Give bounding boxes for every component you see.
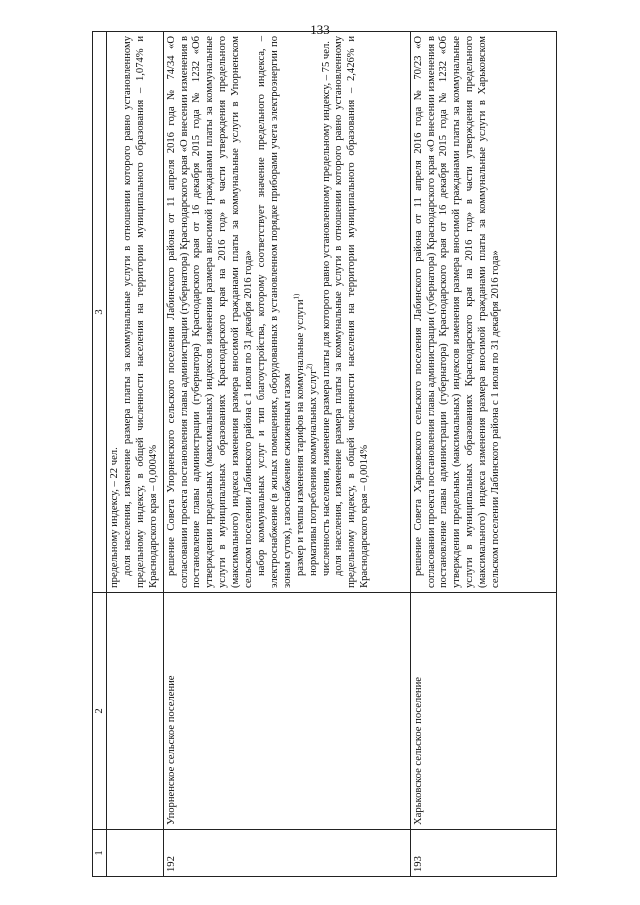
- paragraph-text: набор коммунальных услуг и тип благоустройства, которому соответствует значение предельного индекса, – электроснабжение (в жилых помещениях, оборудованных в установленном порядке приборами учета электроэнергии по зонам суток), газоснабжение сжиженным газом: [255, 36, 293, 588]
- footnote-marker: 2): [305, 363, 314, 370]
- header-col-3: 3: [93, 32, 107, 593]
- header-col-1: 1: [93, 830, 107, 877]
- row-name-cell: [107, 593, 164, 830]
- paragraph-text: размер и темпы изменения тарифов на коммунальные услуги: [294, 299, 306, 576]
- table-row-193: [410, 32, 556, 877]
- description-paragraph: [305, 36, 321, 588]
- description-paragraph: [256, 36, 295, 588]
- table-row-continuation: [107, 32, 164, 877]
- row-name-cell: Харьковское сельское поселение: [410, 593, 556, 830]
- row-number-cell: 193: [410, 830, 556, 877]
- description-paragraph: [166, 36, 256, 588]
- description-paragraph: [122, 36, 161, 588]
- row-description-cell: [410, 32, 556, 593]
- municipal-index-table: [92, 31, 557, 877]
- paragraph-text: решение Совета Харьковского сельского поселения Лабинского района от 11 апреля 2016 года № 70/23 «О согласовании проекта постановления главы администрации (губернатора) Краснодарского края «О внесении изменения в постановление главы администрации (губернатора) Краснодарского края от 16 декабря 2015 года № 1232 «Об утверждении предельных (максимальных) индексов изменения размера вносимой гражданами платы за коммунальные услуги в муниципальных образованиях Краснодарского края на 2016 год» в части утверждения предельного (максимального) индекса изменения размера вносимой гражданами платы за коммунальные услуги в Харьковском сельском поселении Лабинского района с 1 июля по 31 декабря 2016 года»: [412, 36, 502, 588]
- page-number: 133: [310, 22, 330, 37]
- row-description-cell: [163, 32, 410, 593]
- paragraph-text: доля населения, изменение размера платы за коммунальные услуги в отношении которого равно установленному предельному индексу, в общей численности населения на территории муниципального образования – 1,074% и Краснодарского края – 0,0004%: [121, 36, 159, 588]
- table-header-row: [93, 32, 107, 877]
- paragraph-text: численность населения, изменение размера платы для которого равно установленному предельному индексу, – 75 чел.: [320, 41, 332, 576]
- description-paragraph: [333, 36, 372, 588]
- description-paragraph: [109, 36, 122, 588]
- row-number-cell: 192: [163, 830, 410, 877]
- row-name-cell: Упорненское сельское поселение: [163, 593, 410, 830]
- table-row-192: [163, 32, 410, 877]
- description-paragraph: [292, 36, 308, 588]
- paragraph-text: нормативы потребления коммунальных услуг: [307, 369, 319, 576]
- row-number-cell: [107, 830, 164, 877]
- row-description-cell: [107, 32, 164, 593]
- rotated-table-page: [92, 32, 557, 877]
- description-paragraph: [413, 36, 503, 588]
- paragraph-text: решение Совета Упорненского сельского поселения Лабинского района от 11 апреля 2016 года № 74/34 «О согласовании проекта постановления главы администрации (губернатора) Краснодарского края «О внесении изменения в постановление главы администрации (губернатора) Краснодарского края от 16 декабря 2015 года № 1232 «Об утверждении предельных (максимальных) индексов изменения размера вносимой гражданами платы за коммунальные услуги в муниципальных образованиях Краснодарского края на 2016 год» в части утверждения предельного (максимального) индекса изменения размера вносимой гражданами платы за коммунальные услуги в Упорненском сельском поселении Лабинского района с 1 июля по 31 декабря 2016 года»: [165, 36, 255, 588]
- header-col-2: 2: [93, 593, 107, 830]
- paragraph-text: доля населения, изменение размера платы за коммунальные услуги в отношении которого равно установленному предельному индексу, в общей численности населения на территории муниципального образования – 2,426% и Краснодарского края – 0,0014%: [333, 36, 371, 588]
- description-paragraph: [321, 36, 334, 588]
- footnote-marker: 1): [292, 293, 301, 300]
- paragraph-text: предельному индексу, – 22 чел.: [109, 447, 120, 588]
